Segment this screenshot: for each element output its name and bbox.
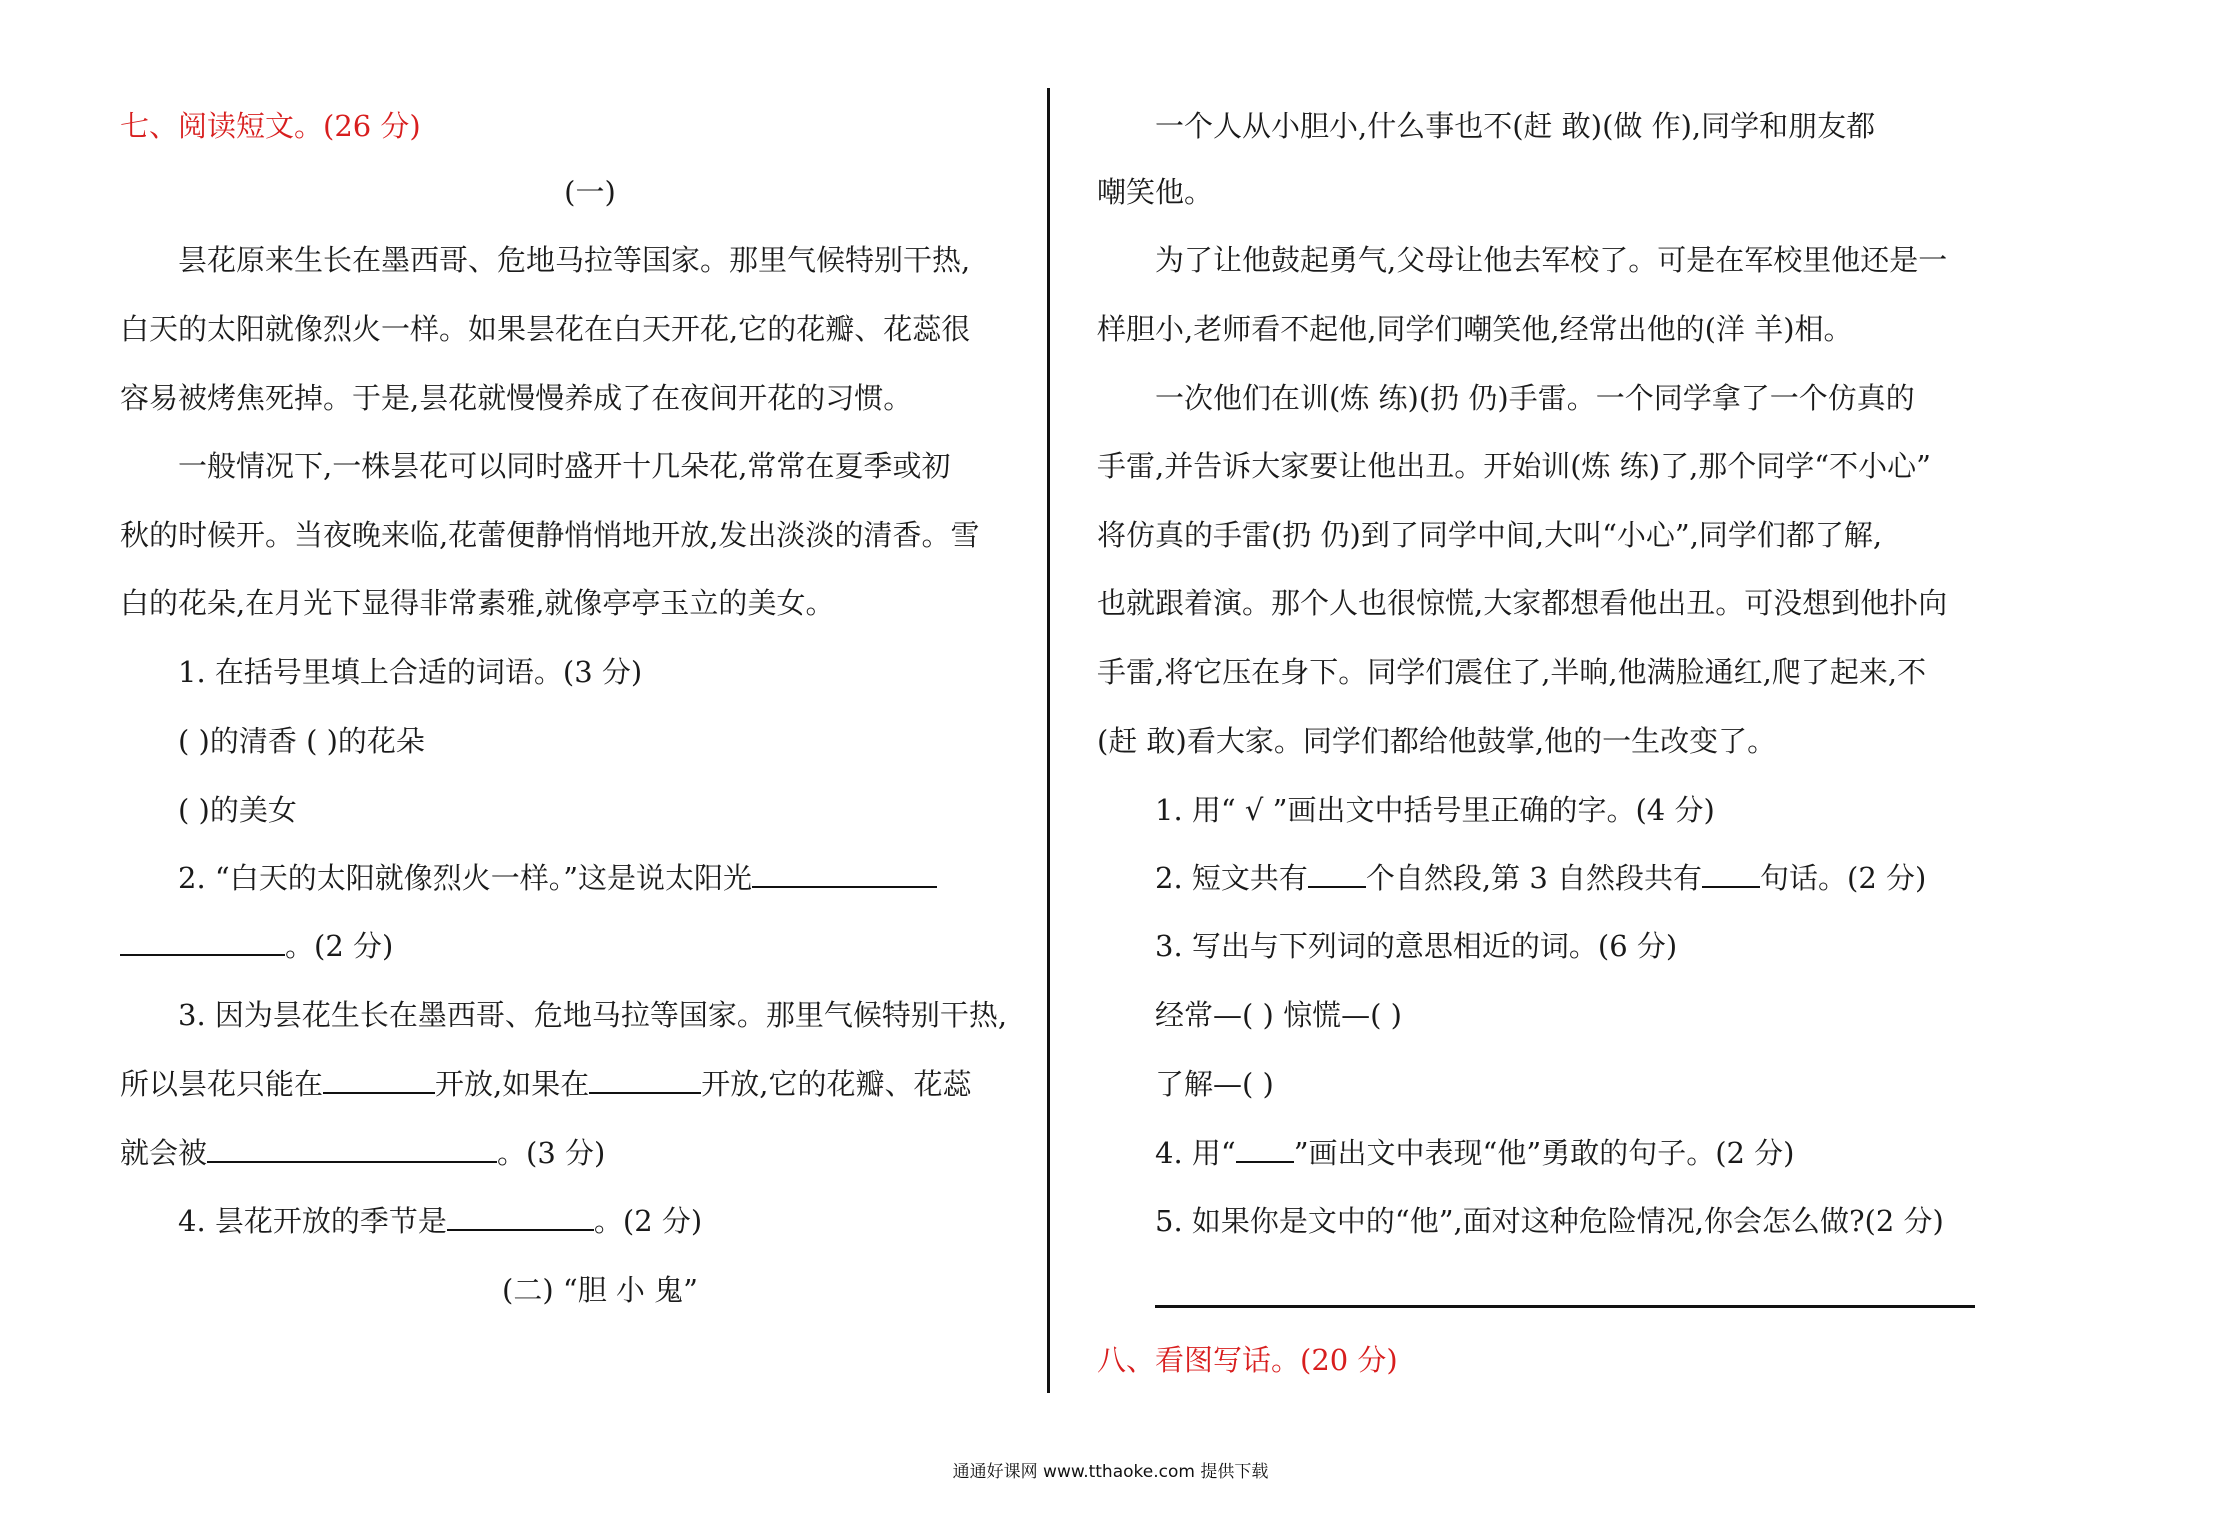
question-3: 3. 因为昙花生长在墨西哥、危地马拉等国家。那里气候特别干热, (178, 998, 1008, 1032)
passage1-line: 白的花朵,在月光下显得非常素雅,就像亭亭玉立的美女。 (120, 586, 835, 620)
passage2-line: 一次他们在训(炼 练)(扔 仍)手雷。一个同学拿了一个仿真的 (1155, 381, 1915, 415)
passage1-line: 容易被烤焦死掉。于是,昙花就慢慢养成了在夜间开花的习惯。 (120, 381, 913, 415)
passage1-line: 秋的时候开。当夜晚来临,花蕾便静悄悄地开放,发出淡淡的清香。雪 (120, 518, 980, 552)
underline-sample (1236, 1133, 1294, 1163)
question-3-line (120, 1133, 605, 1173)
passage2-line: 也就跟着演。那个人也很惊慌,大家都想看他出丑。可没想到他扑向 (1097, 586, 1948, 620)
question-2-text: 2. 短文共有 (1155, 861, 1308, 895)
question-3-score: 。(3 分) (497, 1136, 606, 1170)
question-1-blanks[interactable]: ( )的清香 ( )的花朵 (178, 724, 425, 758)
column-divider (1047, 88, 1050, 1393)
passage1-line: 白天的太阳就像烈火一样。如果昙花在白天开花,它的花瓣、花蕊很 (120, 312, 971, 346)
question-2 (1155, 858, 1926, 898)
question-2-score: 句话。(2 分) (1760, 861, 1927, 895)
part-2-heading: (二) “胆 小 鬼” (502, 1273, 698, 1307)
passage2-line: 手雷,将它压在身下。同学们震住了,半晌,他满脸通红,爬了起来,不 (1097, 655, 1927, 689)
answer-blank[interactable] (752, 858, 937, 888)
question-3: 3. 写出与下列词的意思相近的词。(6 分) (1155, 929, 1678, 963)
passage1-line: 一般情况下,一株昙花可以同时盛开十几朵花,常常在夏季或初 (178, 449, 951, 483)
question-4-text: 4. 昙花开放的季节是 (178, 1204, 447, 1238)
answer-blank[interactable] (323, 1064, 435, 1094)
question-4-score: 。(2 分) (593, 1204, 703, 1238)
question-3-text: 所以昙花只能在 (120, 1067, 324, 1101)
question-3-blanks[interactable]: 了解—( ) (1155, 1067, 1274, 1101)
question-2-text: 2. “白天的太阳就像烈火一样。”这是说太阳光 (178, 861, 753, 895)
answer-blank[interactable] (207, 1133, 497, 1163)
question-3-text: 开放,它的花瓣、花蕊 (701, 1067, 972, 1101)
passage2-line: 手雷,并告诉大家要让他出丑。开始训(炼 练)了,那个同学“不小心” (1097, 449, 1931, 483)
question-1: 1. 用“ √ ”画出文中括号里正确的字。(4 分) (1155, 793, 1715, 827)
answer-blank[interactable] (589, 1064, 701, 1094)
passage2-line: 将仿真的手雷(扔 仍)到了同学中间,大叫“小心”,同学们都了解, (1097, 518, 1883, 552)
passage2-line: 样胆小,老师看不起他,同学们嘲笑他,经常出他的(洋 羊)相。 (1097, 312, 1853, 346)
question-2-continued (120, 926, 393, 966)
passage2-line: 为了让他鼓起勇气,父母让他去军校了。可是在军校里他还是一 (1155, 243, 1948, 277)
question-4 (178, 1201, 702, 1241)
question-4-text: 4. 用“ (1155, 1136, 1236, 1170)
section-8-title: 八、看图写话。(20 分) (1097, 1343, 1398, 1377)
question-5: 5. 如果你是文中的“他”,面对这种危险情况,你会怎么做?(2 分) (1155, 1204, 1944, 1238)
question-3-text: 开放,如果在 (435, 1067, 590, 1101)
question-3-blanks[interactable]: 经常—( ) 惊慌—( ) (1155, 998, 1402, 1032)
question-4 (1155, 1133, 1795, 1173)
answer-line[interactable] (1155, 1305, 1975, 1308)
answer-blank[interactable] (120, 926, 285, 956)
passage2-line: 一个人从小胆小,什么事也不(赶 敢)(做 作),同学和朋友都 (1155, 109, 1876, 143)
passage2-line: 嘲笑他。 (1097, 175, 1214, 209)
part-1-heading: (一) (564, 175, 616, 209)
question-4-text: ”画出文中表现“他”勇敢的句子。(2 分) (1293, 1136, 1795, 1170)
answer-blank[interactable] (1702, 858, 1760, 888)
question-3-text: 就会被 (120, 1136, 208, 1170)
question-2 (178, 858, 937, 898)
answer-blank[interactable] (447, 1201, 594, 1231)
question-2-score: 。(2 分) (285, 929, 394, 963)
question-1-blanks[interactable]: ( )的美女 (178, 793, 297, 827)
passage1-line: 昙花原来生长在墨西哥、危地马拉等国家。那里气候特别干热, (178, 243, 971, 277)
passage2-line: (赶 敢)看大家。同学们都给他鼓掌,他的一生改变了。 (1097, 724, 1777, 758)
question-1: 1. 在括号里填上合适的词语。(3 分) (178, 655, 643, 689)
question-3-line (120, 1064, 971, 1104)
footer-credit: 通通好课网 www.tthaoke.com 提供下载 (952, 1462, 1269, 1482)
section-7-title: 七、阅读短文。(26 分) (120, 109, 421, 143)
question-2-text: 个自然段,第 3 自然段共有 (1365, 861, 1702, 895)
answer-blank[interactable] (1308, 858, 1366, 888)
